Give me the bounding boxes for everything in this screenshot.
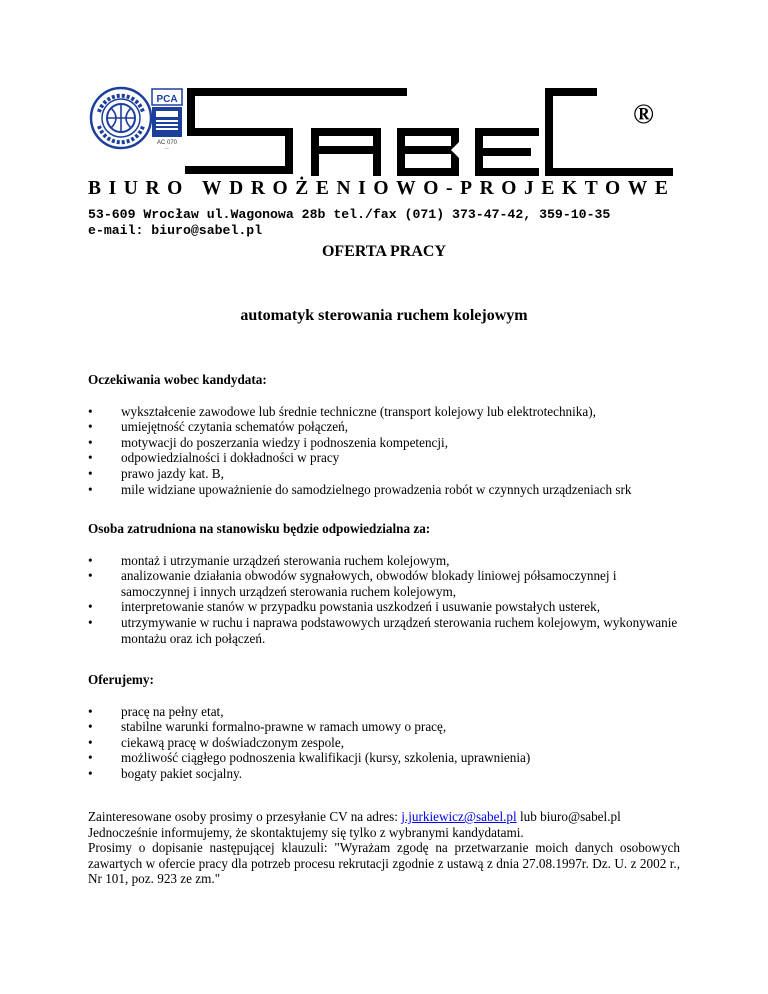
apply-prefix: Zainteresowane osoby prosimy o przesyłanie CV na adres:	[88, 809, 402, 824]
list-item: • analizowanie działania obwodów sygnałowych, obwodów blokady liniowej półsamoczynnej i samoczynnej i innych urządzeń sterowania ruchem kolejowym,	[88, 568, 680, 599]
list-item: • stabilne warunki formalno-prawne w ramach umowy o pracę,	[88, 719, 680, 735]
list-item: • odpowiedzialności i dokładności w pracy	[88, 450, 680, 466]
list-item: • montaż i utrzymanie urządzeń sterowania ruchem kolejowym,	[88, 553, 680, 569]
svg-text:—: —	[165, 145, 169, 150]
consent-clause: Prosimy o dopisanie następującej klauzuli: "Wyrażam zgodę na przetwarzanie moich danych osobowych zawartych w ofercie pracy dla potrzeb procesu rekrutacji zgodnie z ustawą z dnia 27.08.1997r. Dz. U. z 2002 r., Nr 101, poz. 923 ze zm."	[88, 840, 680, 887]
list-item: • motywacji do poszerzania wiedzy i podnoszenia kompetencji,	[88, 435, 680, 451]
registered-mark: ®	[633, 99, 654, 130]
offer-list	[88, 704, 680, 782]
offer-heading: Oferujemy:	[88, 672, 154, 687]
email-line: e-mail: biuro@sabel.pl	[88, 223, 263, 238]
list-item: • interpretowanie stanów w przypadku powstania uszkodzeń i usuwanie powstałych usterek,	[88, 599, 680, 615]
apply-line	[88, 809, 680, 825]
contact-note: Jednocześnie informujemy, że skontaktujemy się tylko z wybranymi kandydatami.	[88, 824, 524, 840]
address-line: 53-609 Wrocław ul.Wagonowa 28b tel./fax (071) 373-47-42, 359-10-35	[88, 207, 611, 222]
list-item: • umiejętność czytania schematów połączeń,	[88, 419, 680, 435]
svg-text:PCA: PCA	[156, 94, 178, 105]
job-title: automatyk sterowania ruchem kolejowym	[240, 307, 528, 324]
svg-text:AC 070: AC 070	[156, 140, 178, 146]
list-item: • wykształcenie zawodowe lub średnie techniczne (transport kolejowy lub elektrotechnika),	[88, 404, 680, 420]
offer-section	[88, 672, 680, 782]
chamber-badge-icon	[89, 86, 153, 150]
email-link[interactable]: j.jurkiewicz@sabel.pl	[401, 809, 517, 824]
list-item: • mile widziane upoważnienie do samodzielnego prowadzenia robót w czynnych urządzeniach srk	[88, 482, 680, 498]
requirements-heading: Oczekiwania wobec kandydata:	[88, 372, 267, 387]
offer-title: OFERTA PRACY	[321, 243, 447, 260]
company-name: BIURO WDROŻENIOWO-PROJEKTOWE	[88, 178, 676, 199]
responsibilities-list	[88, 553, 680, 647]
list-item: • możliwość ciągłego podnoszenia kwalifikacji (kursy, szkolenia, uprawnienia)	[88, 750, 680, 766]
list-item: • utrzymywanie w ruchu i naprawa podstawowych urządzeń sterowania ruchem kolejowym, wykonywanie montażu oraz ich połączeń.	[88, 615, 680, 646]
sabel-logo-icon	[185, 84, 673, 180]
company-address	[88, 207, 610, 239]
requirements-section	[88, 372, 680, 497]
responsibilities-section	[88, 521, 680, 646]
responsibilities-heading: Osoba zatrudniona na stanowisku będzie odpowiedzialna za:	[88, 521, 431, 536]
list-item: • ciekawą pracę w doświadczonym zespole,	[88, 735, 680, 751]
pca-accreditation-icon	[151, 88, 183, 150]
requirements-list	[88, 404, 680, 498]
application-info	[88, 809, 680, 887]
list-item: • bogaty pakiet socjalny.	[88, 766, 680, 782]
list-item: • pracę na pełny etat,	[88, 704, 680, 720]
list-item: • prawo jazdy kat. B,	[88, 466, 680, 482]
apply-suffix: lub biuro@sabel.pl	[516, 809, 621, 824]
header-logo	[85, 84, 675, 180]
